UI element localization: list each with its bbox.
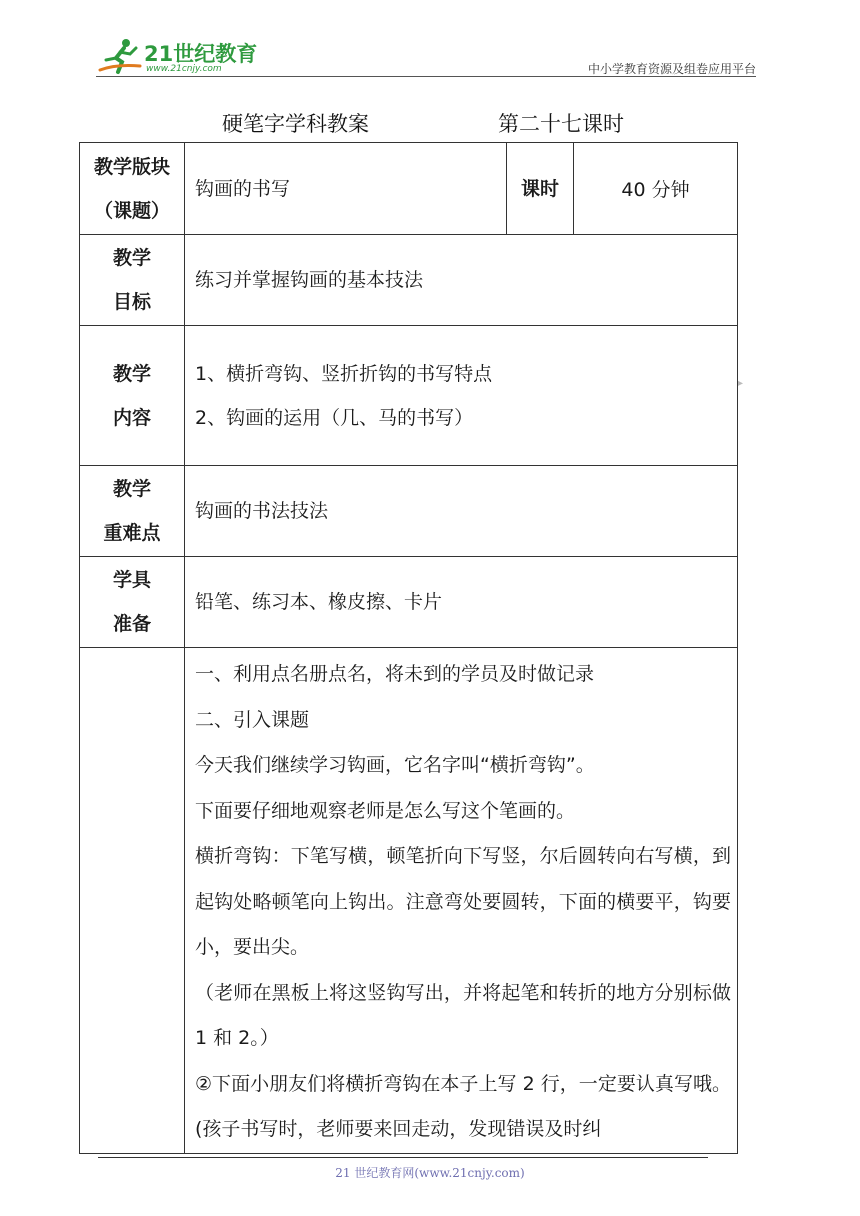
footer-text: 21 世纪教育网(www.21cnjy.com) bbox=[335, 1166, 525, 1180]
process-paragraph: （老师在黑板上将这竖钩写出，并将起笔和转折的地方分别标做 1 和 2。） bbox=[195, 981, 731, 1049]
footer-divider bbox=[98, 1157, 708, 1158]
label-materials bbox=[80, 557, 185, 648]
label-line: 准备 bbox=[112, 613, 151, 635]
logo-text: 21世纪教育 bbox=[144, 42, 258, 66]
content-value bbox=[185, 326, 738, 466]
side-marker-icon: ▸ bbox=[738, 378, 744, 389]
label-teaching-goal bbox=[80, 235, 185, 326]
process-line: 今天我们继续学习钩画，它名字叫“横折弯钩”。 bbox=[195, 754, 595, 776]
document-title: 硬笔字学科教案 bbox=[222, 112, 369, 136]
label-process bbox=[80, 648, 185, 1154]
label-line: 目标 bbox=[112, 291, 151, 313]
label-line: 教学版块 bbox=[93, 155, 170, 178]
runner-logo-icon bbox=[96, 36, 144, 76]
label-line: （课题） bbox=[93, 199, 170, 222]
process-content bbox=[185, 648, 738, 1154]
process-line: 一、利用点名册点名，将未到的学员及时做记录 bbox=[195, 663, 595, 685]
label-line: 教学 bbox=[112, 478, 151, 500]
content-line: 1、横折弯钩、竖折折钩的书写特点 bbox=[195, 362, 493, 385]
topic-value: 钩画的书写 bbox=[185, 143, 507, 235]
lesson-plan-table bbox=[79, 142, 738, 1154]
process-line: 下面要仔细地观察老师是怎么写这个笔画的。 bbox=[195, 799, 576, 822]
label-line: 内容 bbox=[112, 406, 151, 429]
lesson-number: 第二十七课时 bbox=[498, 112, 624, 136]
content-line: 2、钩画的运用（几、马的书写） bbox=[195, 406, 474, 429]
process-line: 二、引入课题 bbox=[195, 708, 310, 731]
table-row-goal bbox=[80, 235, 738, 326]
label-teaching-section bbox=[80, 143, 185, 235]
label-line: 教学 bbox=[112, 247, 151, 269]
header-divider bbox=[96, 76, 756, 77]
label-period: 课时 bbox=[507, 143, 574, 235]
process-paragraph: ②下面小朋友们将横折弯钩在本子上写 2 行，一定要认真写哦。(孩子书写时，老师要来回走动，发现错误及时纠 bbox=[195, 1072, 731, 1140]
table-row-difficulty bbox=[80, 466, 738, 557]
label-line: 学具 bbox=[112, 569, 151, 591]
materials-value: 铅笔、练习本、橡皮擦、卡片 bbox=[185, 557, 738, 648]
table-row-topic bbox=[80, 143, 738, 235]
label-line: 教学 bbox=[112, 362, 151, 385]
label-key-difficulty bbox=[80, 466, 185, 557]
table-row-process bbox=[80, 648, 738, 1154]
label-teaching-content bbox=[80, 326, 185, 466]
page-header bbox=[0, 0, 860, 80]
table-row-materials bbox=[80, 557, 738, 648]
header-platform-text: 中小学教育资源及组卷应用平台 bbox=[587, 62, 756, 76]
logo-url: www.21cnjy.com bbox=[146, 64, 222, 74]
table-row-content bbox=[80, 326, 738, 466]
process-paragraph: 横折弯钩：下笔写横，顿笔折向下写竖，尔后圆转向右写横，到起钩处略顿笔向上钩出。注意弯处要圆转，下面的横要平，钩要小，要出尖。 bbox=[195, 845, 731, 958]
difficulty-value: 钩画的书法技法 bbox=[185, 466, 738, 557]
goal-value: 练习并掌握钩画的基本技法 bbox=[185, 235, 738, 326]
logo bbox=[96, 36, 266, 76]
label-line: 重难点 bbox=[103, 522, 161, 544]
period-value: 40 分钟 bbox=[574, 143, 738, 235]
